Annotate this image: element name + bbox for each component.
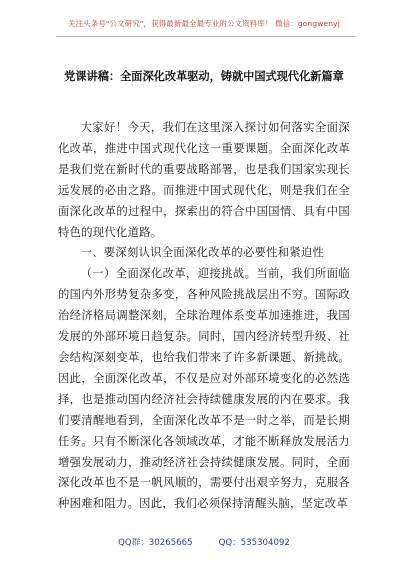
document-body	[58, 118, 350, 515]
paragraph-intro: 大家好！今天，我们在这里深入探讨如何落实全面深化改革，推进中国式现代化这一重要课题。全面深化改革是我们党在新时代的重要战略部署，也是我们国家实现长远发展的必由之路。而推进中国式现代化，则是我们在全面深化改革的过程中，探索出的符合中国国情、具有中国特色的现代化道路。	[58, 121, 350, 239]
paragraph-subsection-1: （一）全面深化改革，迎接挑战。当前，我们所面临的国内外形势复杂多变，各种风险挑战层出不穷。国际政治经济格局调整深刻，全球治理体系变革加速推进，我国发展的外部环境日趋复杂。同时，国内经济转型升级、社会结构深刻变革，也给我们带来了许多新课题、新挑战。因此，全面深化改革，不仅是应对外部环境变化的必然选择，也是推动国内经济社会持续健康发展的内在要求。我们要清醒地看到，全面深化改革不是一时之举，而是长期任务。只有不断深化各领域改革，才能不断释放发展活力增强发展动力，推动经济社会持续健康发展。同时，全面深化改革也不是一帆风顺的，需要付出艰辛努力，克服各种困难和阻力。因此，我们必须保持清醒头脑，坚定改革	[58, 267, 350, 511]
header-divider	[56, 36, 356, 37]
footer-qq-group: QQ群：30265665	[118, 538, 193, 548]
footer	[0, 536, 408, 548]
document-title: 党课讲稿：全面深化改革驱动，铸就中国式现代化新篇章	[64, 70, 344, 83]
header-note: 关注头条号"公文研究"，获得最新最全最专业的公文资料库！ 微信：gongwenyj	[68, 19, 340, 28]
section-heading: 一、要深刻认识全面深化改革的必要性和紧迫性	[80, 246, 325, 260]
footer-qq: QQ：535304092	[218, 538, 290, 548]
